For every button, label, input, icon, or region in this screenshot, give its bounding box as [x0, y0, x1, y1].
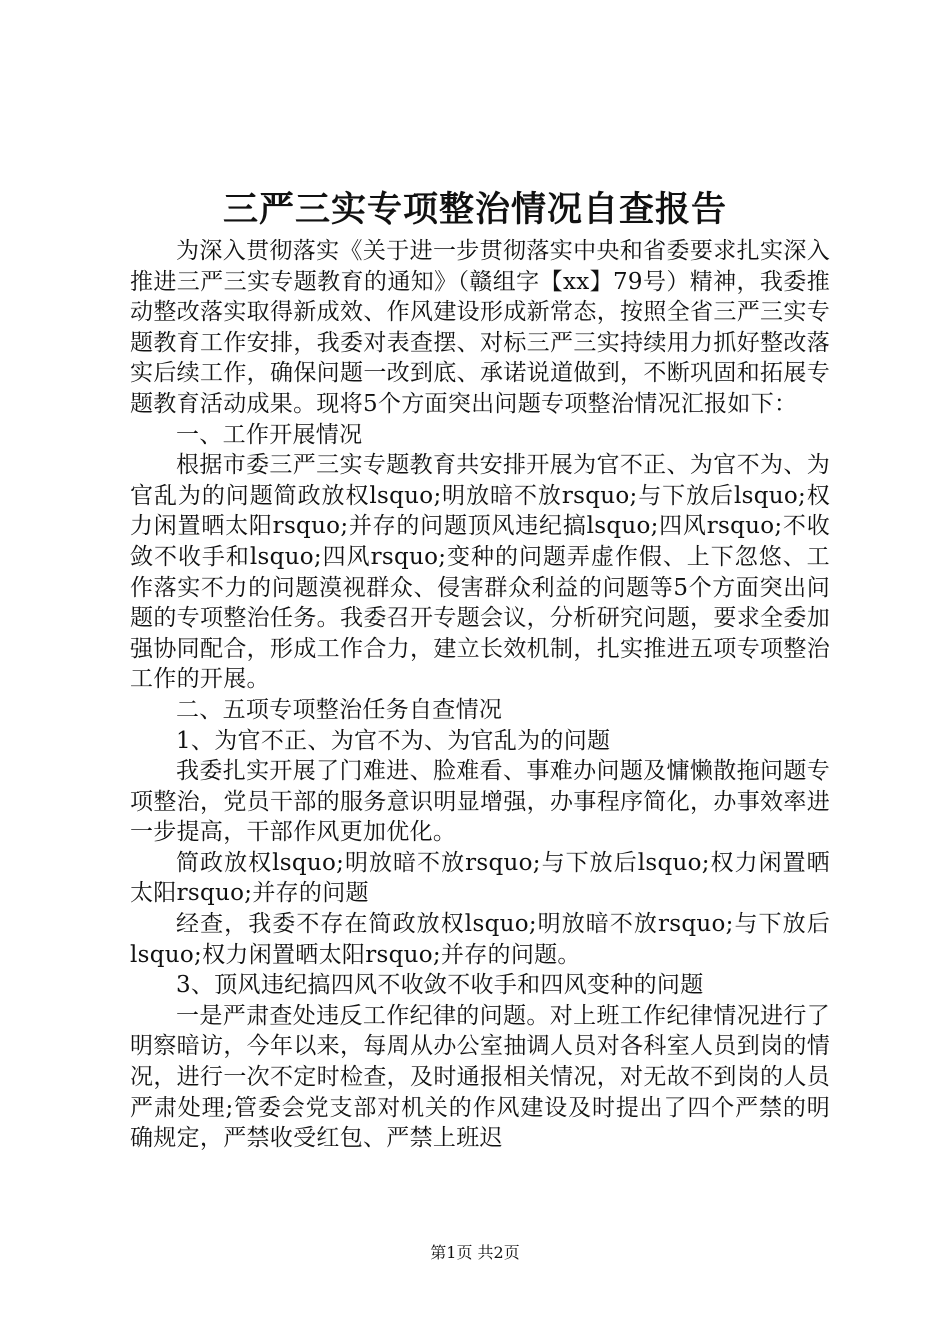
section-heading-work-status: 一、工作开展情况: [176, 421, 363, 448]
item-2-paragraph: 经查，我委不存在简政放权lsquo;明放暗不放rsquo;与下放后lsquo;权力闲置晒太阳rsquo;并存的问题。: [130, 911, 830, 968]
section-heading-self-check: 二、五项专项整治任务自查情况: [176, 696, 503, 723]
document-title: 三严三实专项整治情况自查报告: [222, 189, 727, 230]
subheading-item-3: 3、顶风违纪搞四风不收敛不收手和四风变种的问题: [176, 972, 704, 999]
item-1-paragraph: 我委扎实开展了门难进、脸难看、事难办问题及慵懒散拖问题专项整治，党员干部的服务意识明显增强，办事程序简化，办事效率进一步提高，干部作风更加优化。: [130, 758, 830, 846]
subheading-item-1: 1、为官不正、为官不为、为官乱为的问题: [176, 727, 611, 754]
work-status-paragraph: 根据市委三严三实专题教育共安排开展为官不正、为官不为、为官乱为的问题简政放权lsquo;明放暗不放rsquo;与下放后lsquo;权力闲置晒太阳rsquo;并存的问题顶风违纪搞lsquo;四风rsquo;不收敛不收手和lsquo;四风rsquo;变种的问题弄虚作假、上下忽悠、工作落实不力的问题漠视群众、侵害群众利益的问题等5个方面突出问题的专项整治任务。我委召开专题会议，分析研究问题，要求全委加强协同配合，形成工作合力，建立长效机制，扎实推进五项专项整治工作的开展。: [130, 452, 830, 693]
subheading-item-2: 简政放权lsquo;明放暗不放rsquo;与下放后lsquo;权力闲置晒太阳rsquo;并存的问题: [130, 849, 830, 907]
intro-paragraph: 为深入贯彻落实《关于进一步贯彻落实中央和省委要求扎实深入推进三严三实专题教育的通知》（赣组字【xx】79号）精神，我委推动整改落实取得新成效、作风建设形成新常态，按照全省三严三实专题教育工作安排，我委对表查摆、对标三严三实持续用力抓好整改落实后续工作，确保问题一改到底、承诺说道做到，不断巩固和拓展专题教育活动成果。现将5个方面突出问题专项整治情况汇报如下：: [130, 238, 830, 417]
item-3-paragraph: 一是严肃查处违反工作纪律的问题。对上班工作纪律情况进行了明察暗访，今年以来，每周从办公室抽调人员对各科室人员到岗的情况，进行一次不定时检查，及时通报相关情况，对无故不到岗的人员严肃处理;管委会党支部对机关的作风建设及时提出了四个严禁的明确规定，严禁收受红包、严禁上班迟: [130, 1002, 830, 1152]
page-number-footer: 第1页 共2页: [430, 1243, 520, 1262]
document-body: [130, 236, 830, 1154]
